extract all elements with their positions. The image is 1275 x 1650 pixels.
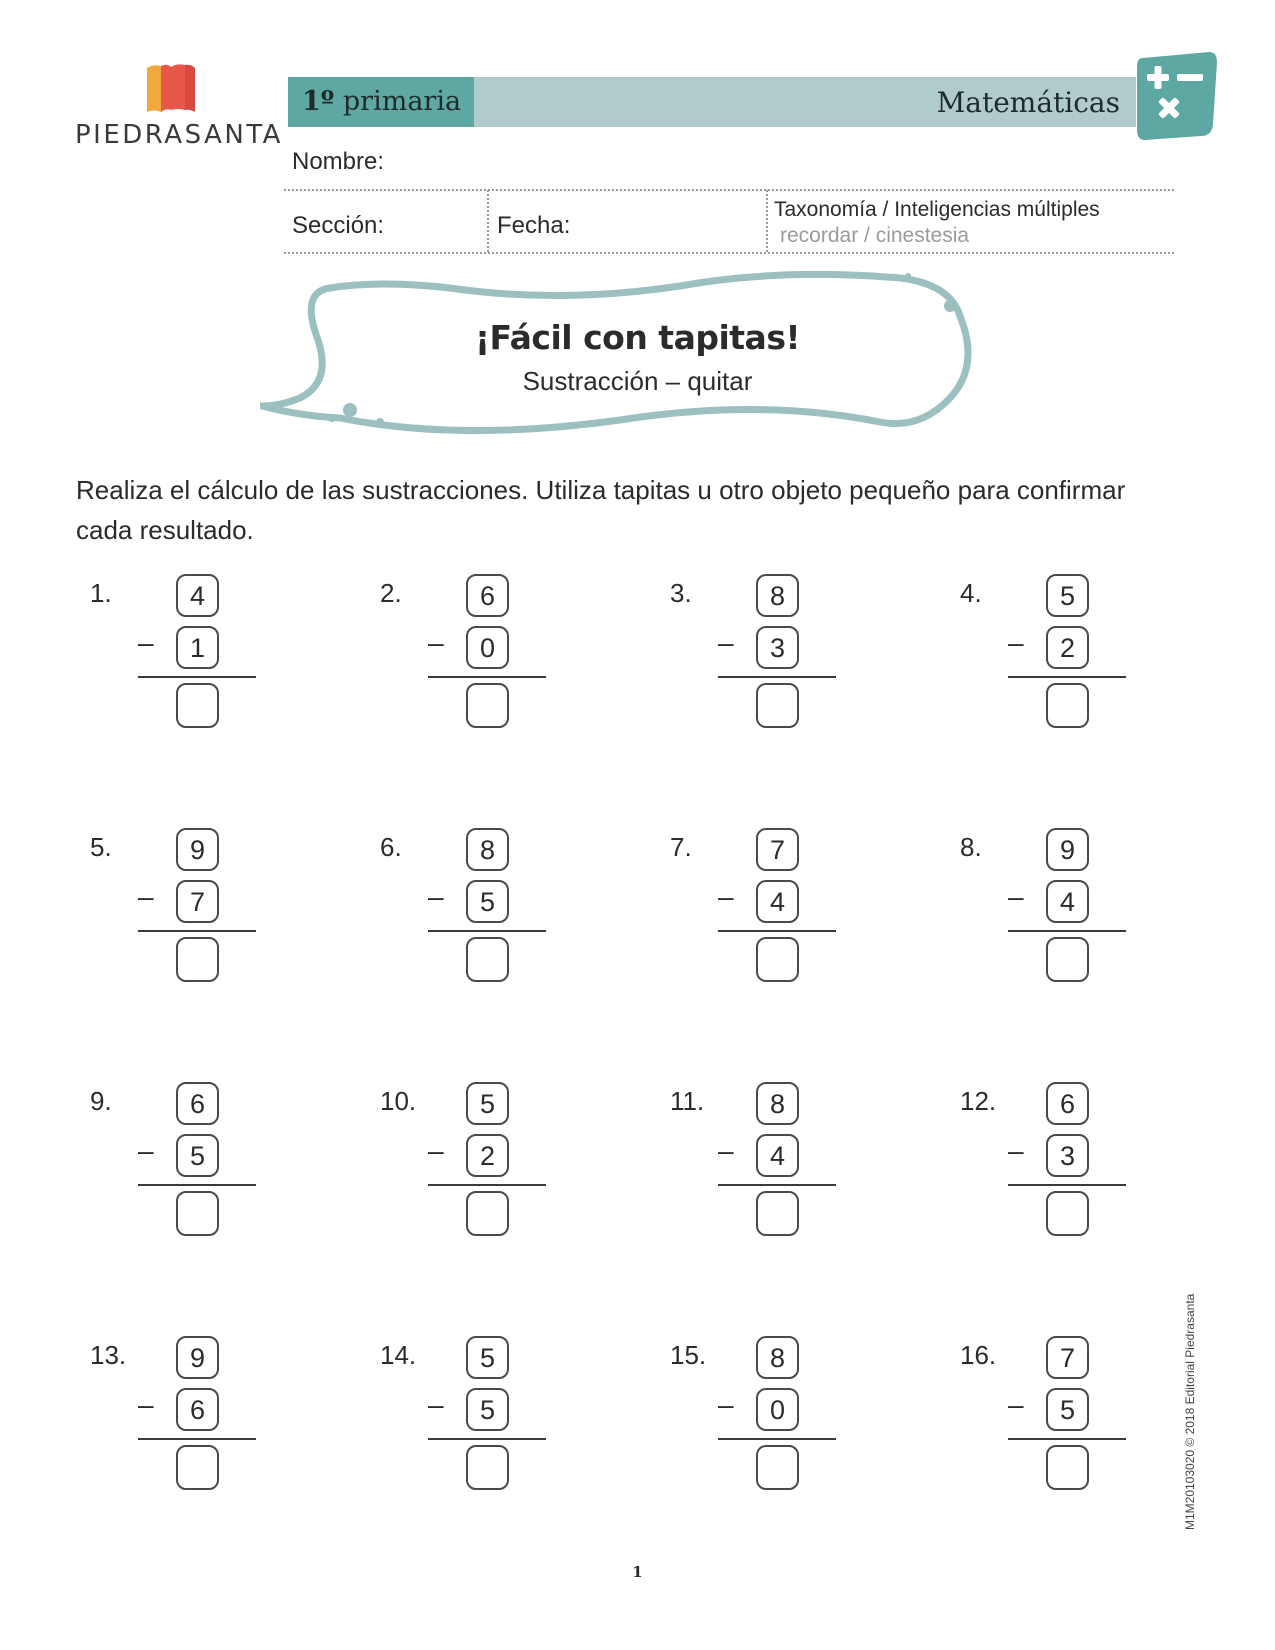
exercise-item [656, 1330, 956, 1530]
subtrahend-box: 4 [756, 1134, 799, 1177]
result-line [718, 1438, 836, 1440]
minus-sign: – [1008, 1135, 1024, 1166]
minuend-box: 5 [1046, 574, 1089, 617]
section-label: Sección: [292, 212, 385, 239]
answer-box[interactable] [756, 937, 799, 982]
exercise-number: 12. [960, 1086, 997, 1116]
minus-sign: – [428, 1389, 444, 1420]
plus-minus-times-icon [1135, 52, 1217, 140]
minuend-box: 6 [176, 1082, 219, 1125]
exercise-number: 13. [90, 1340, 127, 1370]
result-line [718, 930, 836, 932]
exercise-item [366, 568, 666, 768]
minuend-box: 9 [176, 1336, 219, 1379]
instructions-text: Realiza el cálculo de las sustracciones. Utiliza tapitas u otro objeto pequeño para confirmar cada resultado. [76, 475, 1126, 545]
grade-number: 1º [302, 86, 335, 117]
minus-sign: – [138, 881, 154, 912]
taxonomy-title: Taxonomía / Inteligencias múltiples [774, 198, 1100, 221]
result-line [718, 1184, 836, 1186]
subtrahend-box: 0 [756, 1388, 799, 1431]
minus-sign: – [718, 1135, 734, 1166]
result-line [1008, 1184, 1126, 1186]
exercise-number: 5. [90, 832, 112, 862]
divider [284, 252, 1174, 254]
divider [766, 190, 768, 252]
subtrahend-box: 3 [756, 626, 799, 669]
subtrahend-box: 5 [466, 880, 509, 923]
exercise-item [946, 568, 1246, 768]
minuend-box: 6 [466, 574, 509, 617]
minus-sign: – [428, 1135, 444, 1166]
minus-sign: – [1008, 881, 1024, 912]
result-line [428, 1438, 546, 1440]
minuend-box: 8 [756, 574, 799, 617]
subtrahend-box: 0 [466, 626, 509, 669]
brand-name: PIEDRASANTA [75, 120, 283, 150]
result-line [138, 1184, 256, 1186]
answer-box[interactable] [1046, 683, 1089, 728]
exercise-item [946, 822, 1246, 1022]
grade-label [288, 77, 474, 127]
subtrahend-box: 7 [176, 880, 219, 923]
subject-title: Matemáticas [936, 86, 1120, 119]
minus-sign: – [718, 881, 734, 912]
subtrahend-box: 2 [466, 1134, 509, 1177]
result-line [718, 676, 836, 678]
answer-box[interactable] [756, 683, 799, 728]
exercise-item [76, 1330, 376, 1530]
exercise-item [656, 1076, 956, 1276]
answer-box[interactable] [1046, 937, 1089, 982]
subtrahend-box: 5 [466, 1388, 509, 1431]
minuend-box: 7 [756, 828, 799, 871]
exercise-number: 1. [90, 578, 112, 608]
minuend-box: 7 [1046, 1336, 1089, 1379]
exercise-number: 10. [380, 1086, 417, 1116]
exercise-number: 11. [670, 1086, 705, 1116]
divider [284, 189, 1174, 191]
date-label: Fecha: [497, 212, 571, 239]
result-line [428, 676, 546, 678]
answer-box[interactable] [756, 1445, 799, 1490]
answer-box[interactable] [176, 1191, 219, 1236]
minuend-box: 5 [466, 1082, 509, 1125]
divider [487, 190, 489, 252]
result-line [138, 930, 256, 932]
exercise-item [656, 568, 956, 768]
subtrahend-box: 6 [176, 1388, 219, 1431]
result-line [1008, 930, 1126, 932]
subtrahend-box: 4 [1046, 880, 1089, 923]
answer-box[interactable] [466, 937, 509, 982]
minus-sign: – [1008, 1389, 1024, 1420]
minus-sign: – [138, 627, 154, 658]
answer-box[interactable] [176, 683, 219, 728]
minuend-box: 6 [1046, 1082, 1089, 1125]
minuend-box: 8 [466, 828, 509, 871]
answer-box[interactable] [176, 937, 219, 982]
result-line [138, 676, 256, 678]
result-line [138, 1438, 256, 1440]
exercise-item [366, 1330, 666, 1530]
subtrahend-box: 2 [1046, 626, 1089, 669]
result-line [428, 1184, 546, 1186]
minus-sign: – [718, 627, 734, 658]
grade-text: primaria [342, 86, 462, 117]
page-number: 1 [632, 1563, 643, 1581]
footer-code: M1M20103020 © 2018 Editorial Piedrasanta [1183, 1293, 1197, 1530]
minuend-box: 9 [176, 828, 219, 871]
title-bubble [260, 270, 1020, 450]
exercise-number: 4. [960, 578, 982, 608]
minuend-box: 8 [756, 1082, 799, 1125]
exercise-number: 16. [960, 1340, 997, 1370]
exercise-item [76, 822, 376, 1022]
minus-sign: – [428, 627, 444, 658]
name-label: Nombre: [292, 148, 385, 175]
result-line [1008, 1438, 1126, 1440]
subtrahend-box: 5 [176, 1134, 219, 1177]
result-line [1008, 676, 1126, 678]
minuend-box: 4 [176, 574, 219, 617]
answer-box[interactable] [466, 1191, 509, 1236]
subtrahend-box: 5 [1046, 1388, 1089, 1431]
exercise-number: 3. [670, 578, 692, 608]
book-logo-icon [145, 62, 197, 114]
answer-box[interactable] [466, 1445, 509, 1490]
exercise-item [366, 822, 666, 1022]
minuend-box: 8 [756, 1336, 799, 1379]
subtrahend-box: 3 [1046, 1134, 1089, 1177]
minus-sign: – [428, 881, 444, 912]
exercise-number: 7. [670, 832, 692, 862]
answer-box[interactable] [1046, 1445, 1089, 1490]
answer-box[interactable] [466, 683, 509, 728]
taxonomy-detail: recordar / cinestesia [780, 224, 970, 247]
exercise-item [946, 1330, 1246, 1530]
exercise-item [76, 1076, 376, 1276]
exercise-number: 9. [90, 1086, 112, 1116]
minus-sign: – [1008, 627, 1024, 658]
exercise-item [946, 1076, 1246, 1276]
answer-box[interactable] [1046, 1191, 1089, 1236]
subtrahend-box: 1 [176, 626, 219, 669]
exercise-number: 14. [380, 1340, 417, 1370]
minus-sign: – [718, 1389, 734, 1420]
exercise-number: 15. [670, 1340, 707, 1370]
minus-sign: – [138, 1135, 154, 1166]
subtrahend-box: 4 [756, 880, 799, 923]
minuend-box: 9 [1046, 828, 1089, 871]
exercise-item [656, 822, 956, 1022]
exercise-number: 2. [380, 578, 402, 608]
answer-box[interactable] [176, 1445, 219, 1490]
minus-sign: – [138, 1389, 154, 1420]
exercise-number: 6. [380, 832, 402, 862]
answer-box[interactable] [756, 1191, 799, 1236]
worksheet-title: ¡Fácil con tapitas! [474, 318, 801, 357]
exercise-number: 8. [960, 832, 982, 862]
brand-logo [75, 62, 283, 158]
exercise-item [366, 1076, 666, 1276]
result-line [428, 930, 546, 932]
minuend-box: 5 [466, 1336, 509, 1379]
worksheet-subtitle: Sustracción – quitar [522, 366, 753, 396]
exercise-item [76, 568, 376, 768]
